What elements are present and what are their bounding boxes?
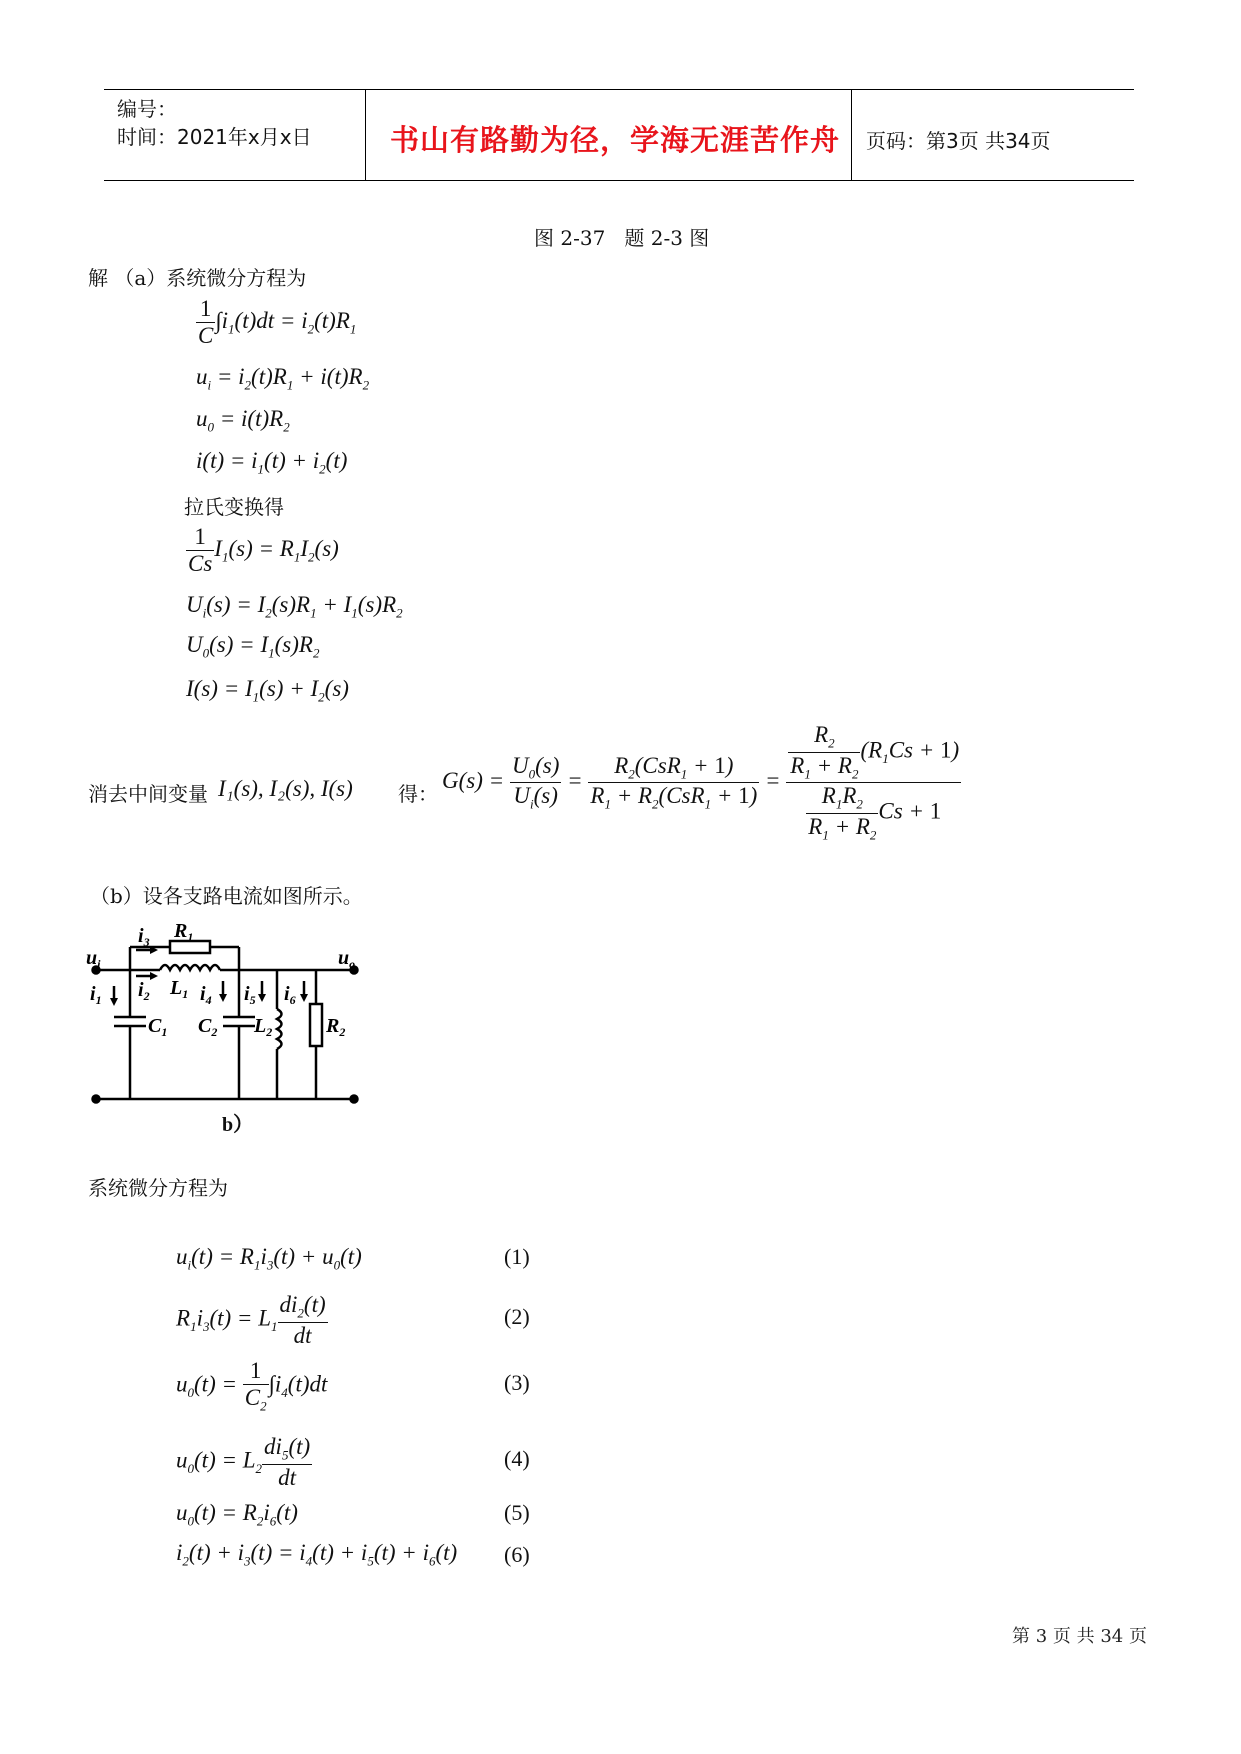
- eq-a7: $U_0(s) = I_1(s)R_2$: [186, 632, 320, 661]
- eq-a2: $u_i = i_2(t)R_1 + i(t)R_2$: [196, 364, 370, 393]
- header-divider-left: [365, 89, 366, 180]
- figure-caption: 图 2-37 题 2-3 图: [534, 226, 710, 250]
- laplace-label: 拉氏变换得: [184, 495, 284, 519]
- label-l1: $L_1$: [170, 977, 189, 1001]
- footer-page-number: 第 3 页 共 34 页: [1012, 1626, 1147, 1647]
- result-label: 得：: [398, 782, 438, 806]
- label-uo: $u_o$: [338, 947, 356, 971]
- header-top-rule: [104, 89, 1134, 90]
- header-time-label: 时间：2021年x月x日: [117, 125, 312, 149]
- eq-number-1: (1): [504, 1244, 530, 1269]
- label-l2: $L_2$: [254, 1015, 273, 1039]
- eq-a4: $i(t) = i_1(t) + i_2(t)$: [196, 448, 348, 477]
- eq-a3: $u_0 = i(t)R_2$: [196, 406, 290, 435]
- eq-number-4: (4): [504, 1446, 530, 1471]
- inductor-l1: [160, 965, 230, 970]
- header-motto: 书山有路勤为径，学海无涯苦作舟: [390, 123, 841, 157]
- eq-b4: $u_0(t) = L_2$ $\frac{di_5(t)}{dt}$: [176, 1434, 311, 1490]
- eq-number-6: (6): [504, 1542, 530, 1567]
- eq-b1: $u_i(t) = R_1i_3(t) + u_0(t)$: [176, 1244, 362, 1273]
- circuit-diagram-label: b）: [222, 1114, 254, 1136]
- eq-b5: $u_0(t) = R_2i_6(t)$: [176, 1500, 298, 1529]
- label-c2: $C_2$: [198, 1015, 218, 1039]
- label-r1: $R_1$: [174, 920, 194, 944]
- eq-b6: $i_2(t) + i_3(t) = i_4(t) + i_5(t) + i_6(t)$: [176, 1540, 458, 1569]
- label-r2: $R_2$: [326, 1015, 346, 1039]
- label-i2: $i_2$: [138, 979, 150, 1003]
- eq-a5: $\frac{1}{Cs}$ $I_1(s) = R_1I_2(s)$: [188, 524, 339, 576]
- solution-a-intro: 解 （a）系统微分方程为: [88, 266, 307, 290]
- header-page-code: 页码：第3页 共34页: [866, 129, 1051, 153]
- solution-b-intro: （b）设各支路电流如图所示。: [90, 884, 363, 908]
- inductor-l2: [277, 1009, 282, 1049]
- solution-b-diff-eq-label: 系统微分方程为: [88, 1176, 228, 1200]
- eq-a6: $U_i(s) = I_2(s)R_1 + I_1(s)R_2$: [186, 592, 403, 621]
- label-i3: $i_3$: [138, 925, 150, 949]
- resistor-r2: [310, 1004, 322, 1046]
- eq-a8: $I(s) = I_1(s) + I_2(s)$: [186, 676, 349, 705]
- eq-number-3: (3): [504, 1370, 530, 1395]
- label-i6: $i_6$: [284, 983, 296, 1007]
- label-i5: $i_5$: [244, 983, 256, 1007]
- transfer-function-a: G(s) = $\frac{U_0(s)}{U_i(s)}$ = $\frac{R_2(CsR_1 + 1)}{R_1 + R_2(CsR_1 + 1)}$ = $\frac{R_2}{R_1 + R_2}$ $(R_1Cs + 1)$ $\frac{R_1R_2}{R_1 + R_2}$ Cs + 1: [442, 722, 960, 843]
- eq-number-5: (5): [504, 1500, 530, 1525]
- eq-number-2: (2): [504, 1304, 530, 1329]
- eq-b2: $R_1i_3(t) = L_1$ $\frac{di_2(t)}{dt}$: [176, 1292, 326, 1348]
- eq-a1: $\frac{1}{C}$ $\int i_1(t)dt = i_2(t)R_1$: [198, 296, 357, 348]
- label-c1: $C_1$: [148, 1015, 168, 1039]
- label-i4: $i_4$: [200, 983, 212, 1007]
- header-number-label: 编号：: [117, 97, 177, 121]
- eq-b3: $u_0(t)$ = $\frac{1}{C_2}$ $\int i_4(t)dt$: [176, 1358, 328, 1414]
- label-i1: $i_1$: [90, 983, 102, 1007]
- circuit-diagram-b: [84, 914, 374, 1124]
- header-divider-right: [851, 89, 852, 180]
- label-ui: $u_i$: [86, 947, 101, 971]
- eliminate-label: 消去中间变量: [88, 782, 208, 806]
- header-bottom-rule: [104, 180, 1134, 181]
- eliminate-vars: I₁(s), I₂(s), I(s): [218, 776, 353, 801]
